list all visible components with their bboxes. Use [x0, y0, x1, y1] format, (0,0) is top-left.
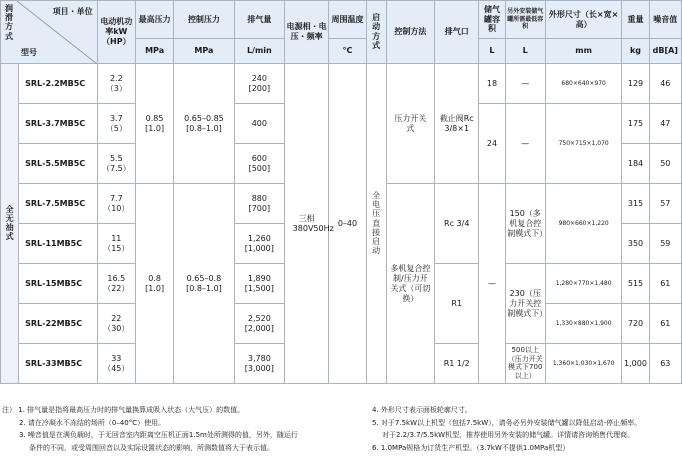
- motor-power-header: 电动机功率kW（HP）: [97, 1, 135, 64]
- displacement-cell: [234, 64, 284, 104]
- max-pressure-unit: MPa: [135, 39, 173, 64]
- control-method-value: 压力开关式: [394, 113, 427, 133]
- dimensions-cell: 1,330×880×1,900: [545, 304, 622, 344]
- start-method-value: 全电压直接启动: [372, 190, 381, 256]
- max-pressure-cell: [135, 184, 173, 384]
- displacement-value: 1,890: [247, 273, 271, 283]
- model-cell: SRL-11MB5C: [19, 224, 98, 264]
- motor-power-hp: （15）: [103, 243, 130, 253]
- control-pressure-unit: MPa: [174, 39, 234, 64]
- footnote-5: 5. 对于7.5kW以上机型（包括7.5kW），请务必另外安装储气罐以降低启动-停止频率。: [372, 418, 642, 427]
- motor-power-kw: 33: [111, 353, 122, 363]
- control-method-cell: [386, 184, 434, 384]
- lubrication-type: 全无油式: [5, 204, 14, 242]
- displacement-alt-value: [2,000]: [244, 323, 274, 333]
- control-pressure-cell: [174, 64, 234, 184]
- outlet-cell: [435, 64, 479, 184]
- control-method-cell: [386, 64, 434, 184]
- noise-cell: 47: [649, 104, 681, 144]
- outlet-value: 截止阀Rc 3/8×1: [439, 113, 474, 133]
- noise-unit: dB[A]: [649, 39, 681, 64]
- footnote-1: [2, 404, 298, 417]
- noise-cell: 57: [649, 184, 681, 224]
- footnote-2: 2. 请在冷凝水不冻结的场所（0–40°C）使用。: [19, 418, 166, 427]
- outlet-cell: Rc 3/4: [435, 184, 479, 264]
- start-method-header-text: 启动方式: [372, 13, 381, 50]
- dimensions-header: 外形尺寸（长×宽×高）: [545, 1, 622, 39]
- extra-tank-header: 另外安装储气罐所需最低容积: [505, 1, 545, 39]
- motor-power-hp: （7.5）: [101, 163, 131, 173]
- outlet-cell: R1 1/2: [435, 344, 479, 384]
- motor-power-cell: [97, 104, 135, 144]
- motor-power-cell: [97, 224, 135, 264]
- model-cell: SRL-33MB5C: [19, 344, 98, 384]
- footnote-6: 6. 1.0MPa规格为订货生产机型。（3.7kW不提供1.0MPa机型）: [372, 443, 570, 452]
- footnote-3: 3. 噪音值是在满负载时，于无回音室内距离空压机正面1.5m处所测得的值，另外，随运行: [19, 431, 298, 439]
- motor-power-kw: 22: [111, 313, 122, 323]
- weight-cell: 515: [622, 264, 649, 304]
- tank-capacity-header: [479, 1, 505, 39]
- motor-power-hp: （22）: [103, 283, 130, 293]
- motor-power-kw: 2.2: [109, 73, 123, 83]
- weight-cell: 350: [622, 224, 649, 264]
- displacement-cell: [234, 304, 284, 344]
- tank-capacity-header-text: 储气罐容积: [483, 5, 500, 33]
- lubrication-method-header: 润滑方式: [5, 4, 13, 41]
- dimensions-cell: 750×715×1,070: [545, 104, 622, 184]
- outlet-header: 排气口: [435, 1, 479, 64]
- footnote-4: 4. 外形尺寸表示面板轮廓尺寸。: [372, 406, 472, 414]
- lubrication-type-cell: [1, 64, 19, 384]
- footnote-5-cont: 对于2.2/3.7/5.5kW机型，推荐使用另外安装的储气罐。详情请咨询销售代理商。: [382, 431, 635, 439]
- extra-tank-cell: —: [505, 64, 545, 104]
- control-method-header: 控制方法: [386, 1, 434, 64]
- motor-power-hp: （45）: [103, 363, 130, 373]
- notes-left-column: [2, 404, 298, 454]
- noise-cell: 50: [649, 144, 681, 184]
- footnotes: [0, 402, 682, 470]
- displacement-unit: L/min: [234, 39, 284, 64]
- outlet-cell: R1: [435, 264, 479, 344]
- displacement-alt-value: [200]: [248, 83, 271, 93]
- motor-power-cell: [97, 64, 135, 104]
- weight-cell: 315: [622, 184, 649, 224]
- noise-cell: 63: [649, 344, 681, 384]
- extra-tank-unit: L: [505, 39, 545, 64]
- power-supply-header: 电源相・电压・频率: [285, 1, 329, 64]
- power-supply-value: 三相380V50Hz: [292, 213, 334, 233]
- ambient-temp-unit: °C: [329, 39, 366, 64]
- weight-cell: 184: [622, 144, 649, 184]
- motor-power-cell: [97, 144, 135, 184]
- control-method-value: 多机复合控制/压力开关式（可切换）: [390, 263, 431, 303]
- table-row: [1, 64, 682, 104]
- motor-power-hp: （3）: [105, 83, 127, 93]
- max-pressure-cell: [135, 64, 173, 184]
- model-cell: SRL-15MB5C: [19, 264, 98, 304]
- ambient-temp-cell: 0–40: [329, 64, 366, 384]
- model-cell: SRL-22MB5C: [19, 304, 98, 344]
- notes-right-column: [372, 404, 641, 454]
- motor-power-cell: [97, 344, 135, 384]
- motor-power-cell: [97, 304, 135, 344]
- tank-capacity-cell: —: [479, 184, 505, 384]
- motor-power-kw: 11: [111, 233, 122, 243]
- corner-header-cell: [1, 1, 98, 64]
- extra-tank-value: 500以上（压力开关模式下700以上）: [507, 345, 543, 381]
- displacement-cell: [234, 144, 284, 184]
- displacement-value: 400: [251, 118, 267, 128]
- dimensions-cell: 980×660×1,220: [545, 184, 622, 264]
- displacement-alt-value: [1,000]: [244, 243, 274, 253]
- displacement-value: 1,260: [247, 233, 271, 243]
- motor-power-hp: （5）: [105, 123, 127, 133]
- max-pressure-value: 0.85: [145, 113, 164, 123]
- control-pressure-cell: [174, 184, 234, 384]
- max-pressure-value: 0.8: [148, 273, 161, 283]
- dimensions-cell: 1,360×1,030×1,670: [545, 344, 622, 384]
- dimensions-cell: 680×640×970: [545, 64, 622, 104]
- motor-power-hp: （30）: [103, 323, 130, 333]
- power-supply-cell: [285, 64, 334, 384]
- extra-tank-cell: —: [505, 104, 545, 184]
- extra-tank-value: 230（压力开关控制模式下）: [507, 288, 548, 318]
- model-header: 型号: [21, 48, 37, 57]
- weight-cell: 129: [622, 64, 649, 104]
- extra-tank-cell: [505, 344, 545, 384]
- max-pressure-alt-value: [1.0]: [145, 123, 165, 133]
- model-cell: SRL-3.7MB5C: [19, 104, 98, 144]
- max-pressure-header: 最高压力: [135, 1, 173, 39]
- displacement-cell: [234, 104, 284, 144]
- model-cell: SRL-7.5MB5C: [19, 184, 98, 224]
- weight-cell: 1,000: [622, 344, 649, 384]
- displacement-cell: [234, 264, 284, 304]
- tank-capacity-cell: 24: [479, 104, 505, 184]
- model-cell: SRL-2.2MB5C: [19, 64, 98, 104]
- dimensions-cell: 1,280×770×1,480: [545, 264, 622, 304]
- item-unit-header: 项目・单位: [52, 7, 93, 16]
- control-pressure-alt-value: [0.8–1.0]: [186, 283, 222, 293]
- motor-power-cell: [97, 264, 135, 304]
- displacement-header: 排气量: [234, 1, 284, 39]
- motor-power-kw: 5.5: [109, 153, 123, 163]
- motor-power-kw: 7.7: [109, 193, 123, 203]
- displacement-value: 600: [251, 153, 267, 163]
- noise-cell: 59: [649, 224, 681, 264]
- footnote-3-cont: 条件的不同，或受周围回音以及实际设置状态的影响，所测数值将大于表示值。: [29, 443, 274, 452]
- displacement-alt-value: [700]: [248, 203, 271, 213]
- motor-power-hp: （10）: [103, 203, 130, 213]
- extra-tank-cell: [505, 264, 548, 344]
- start-method-cell: [366, 64, 386, 384]
- displacement-alt-value: [500]: [248, 163, 271, 173]
- max-pressure-alt-value: [1.0]: [145, 283, 165, 293]
- displacement-alt-value: [1,500]: [244, 283, 274, 293]
- motor-power-cell: [97, 184, 135, 224]
- model-cell: SRL-5.5MB5C: [19, 144, 98, 184]
- weight-cell: 175: [622, 104, 649, 144]
- displacement-value: 2,520: [247, 313, 271, 323]
- noise-header: 噪音值: [649, 1, 681, 39]
- displacement-value: 240: [251, 73, 267, 83]
- ambient-temp-header: 周围温度: [329, 1, 366, 39]
- noise-cell: 61: [649, 264, 681, 304]
- motor-power-kw: 3.7: [109, 113, 123, 123]
- displacement-cell: [234, 184, 284, 224]
- tank-capacity-cell: 18: [479, 64, 505, 104]
- dimensions-unit: mm: [545, 39, 622, 64]
- noise-cell: 46: [649, 64, 681, 104]
- extra-tank-cell: [505, 184, 548, 264]
- tank-capacity-unit: L: [479, 39, 505, 64]
- start-method-header: [366, 1, 386, 64]
- control-pressure-value: 0.65–0.85: [184, 113, 224, 123]
- motor-power-kw: 16.5: [107, 273, 126, 283]
- control-pressure-header: 控制压力: [174, 1, 234, 39]
- displacement-alt-value: [3,000]: [244, 363, 274, 373]
- weight-header: 重量: [622, 1, 649, 39]
- displacement-cell: [234, 344, 284, 384]
- noise-cell: 61: [649, 304, 681, 344]
- displacement-cell: [234, 224, 284, 264]
- weight-unit: kg: [622, 39, 649, 64]
- displacement-value: 3,780: [247, 353, 271, 363]
- control-pressure-alt-value: [0.8–1.0]: [186, 123, 222, 133]
- displacement-value: 880: [251, 193, 267, 203]
- control-pressure-value: 0.65–0.8: [186, 273, 222, 283]
- footnote-1-text: 1. 排气量是指将最高压力时的排气量换算成吸入状态（大气压）的数值。: [18, 406, 245, 414]
- extra-tank-value: 150（多机复合控制模式下）: [507, 208, 548, 238]
- notes-prefix: 注）: [2, 406, 16, 414]
- weight-cell: 720: [622, 304, 649, 344]
